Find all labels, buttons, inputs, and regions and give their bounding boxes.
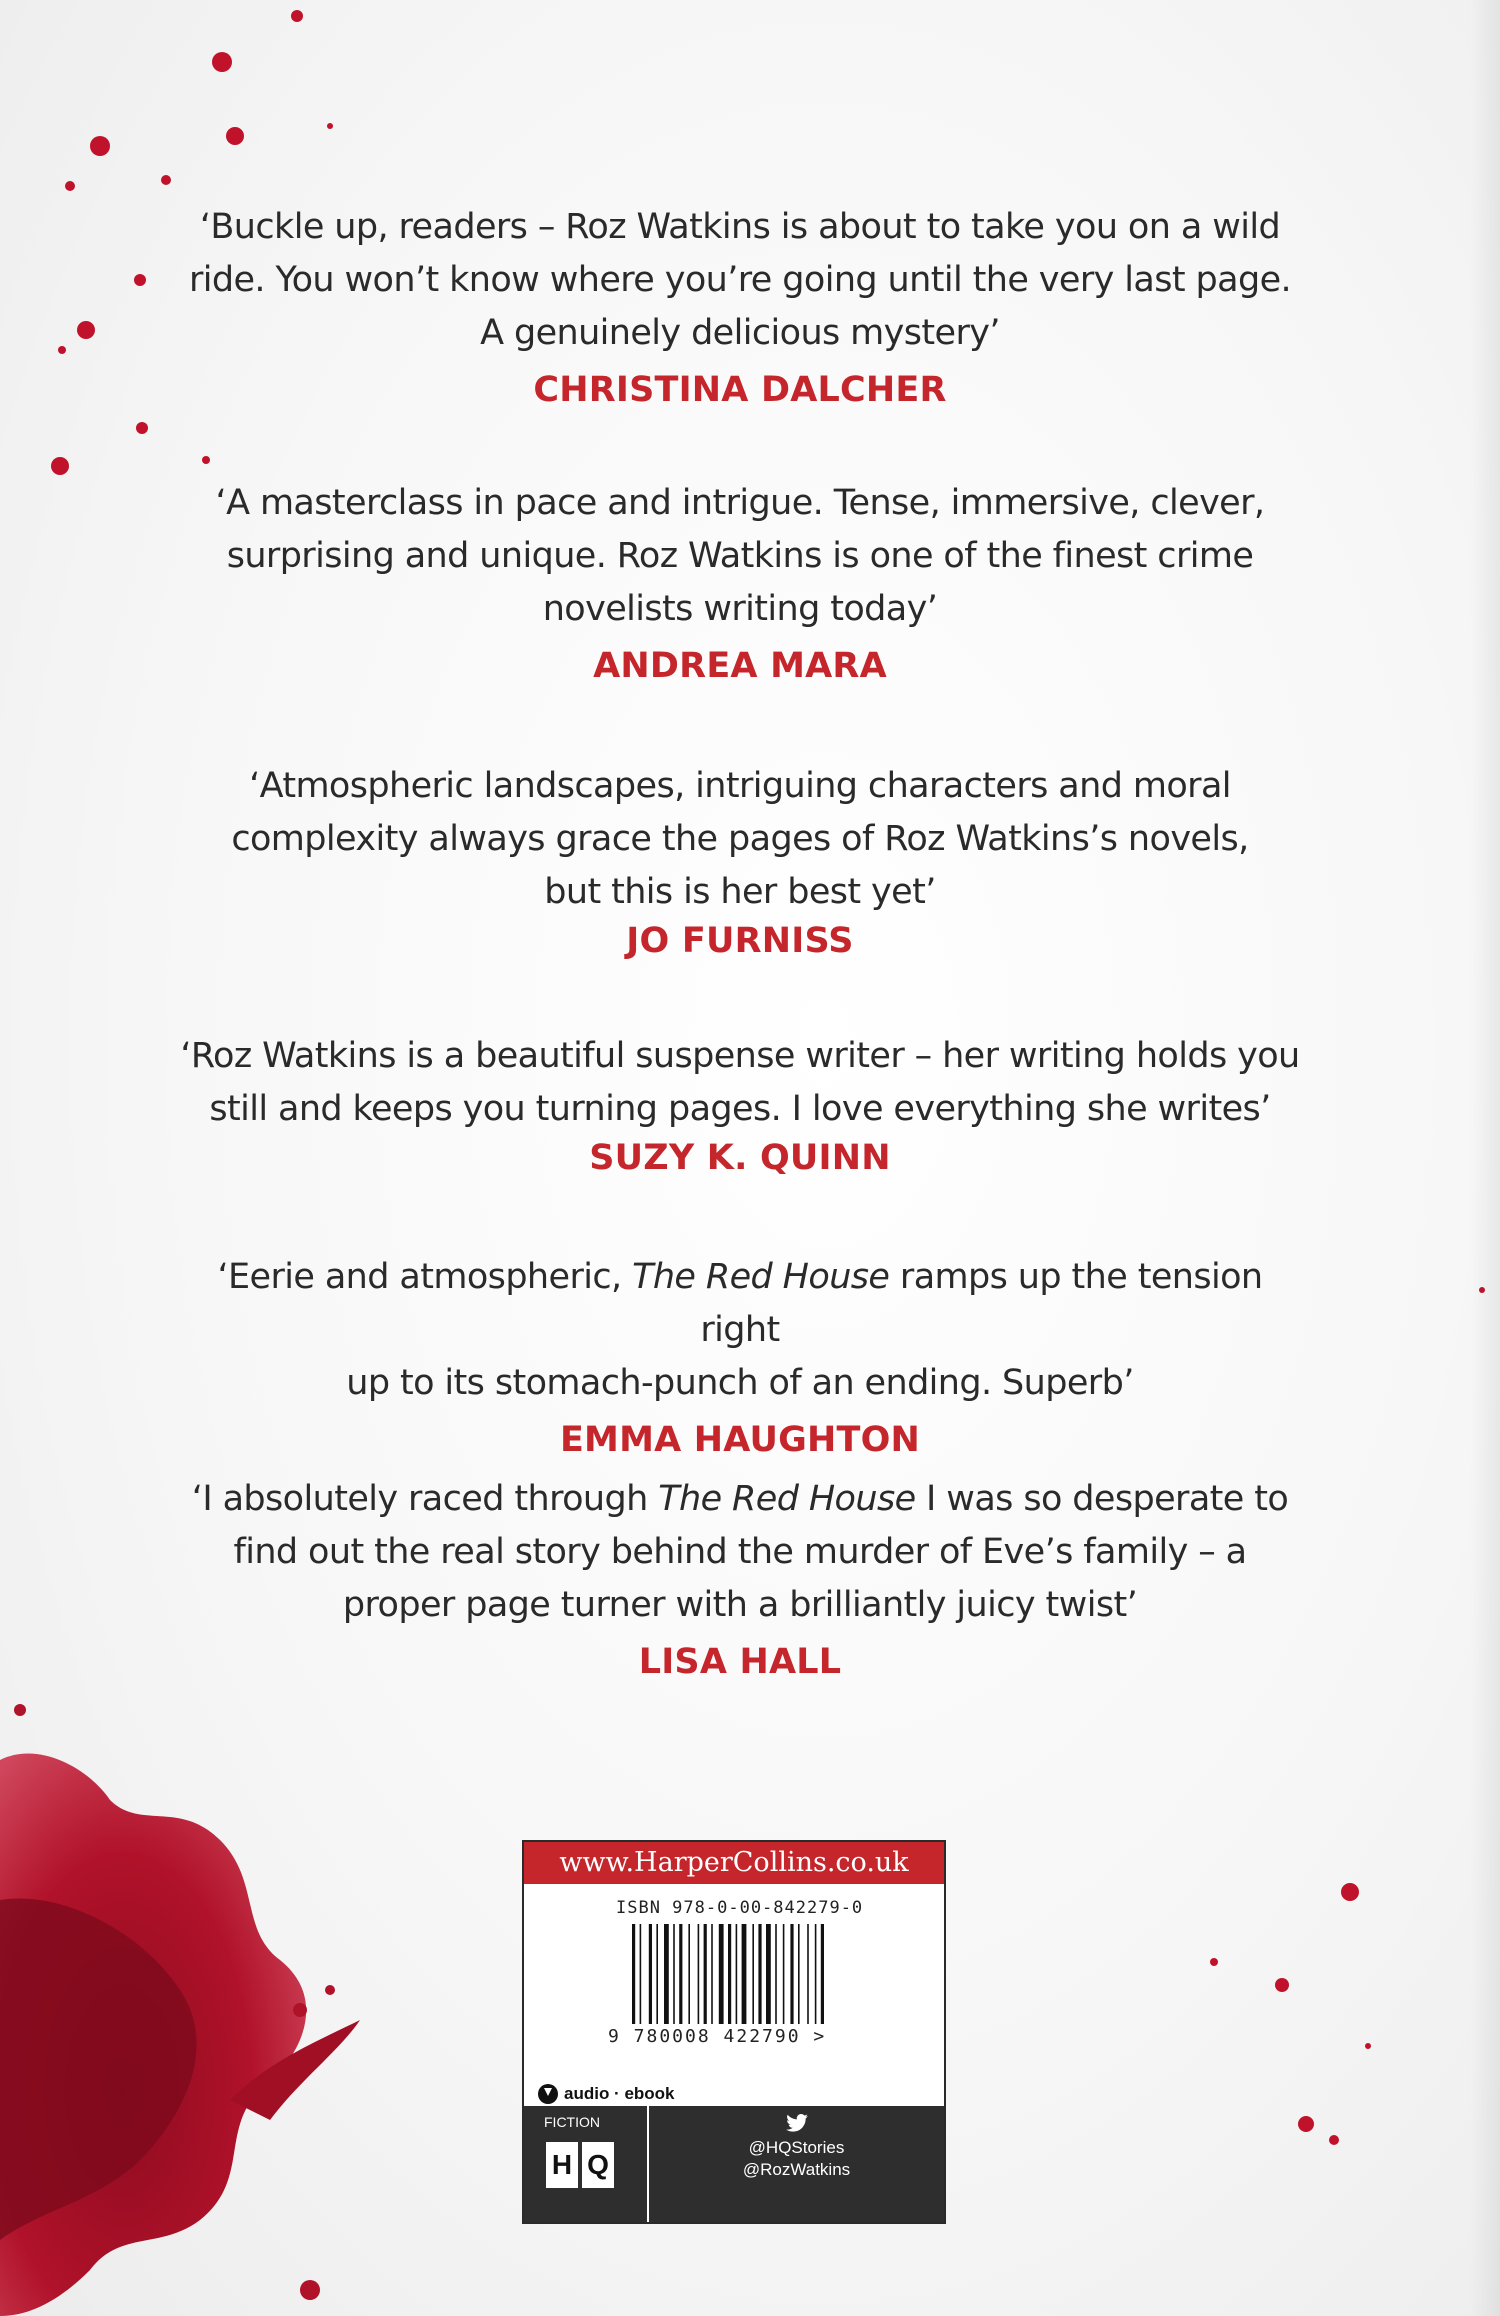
- barcode-bar: [711, 1924, 713, 2024]
- blurb-andrea-mara: [180, 477, 1300, 686]
- twitter-bird-icon: [786, 2114, 808, 2132]
- genre-cell: [524, 2106, 649, 2222]
- barcode-bar: [688, 1924, 690, 2024]
- barcode-bar: [752, 1924, 754, 2024]
- publisher-url: www.HarperCollins.co.uk: [524, 1842, 944, 1884]
- handle-rozwatkins: @RozWatkins: [742, 2160, 851, 2179]
- barcode-bar: [783, 1924, 785, 2024]
- publisher-footer: [524, 2106, 944, 2222]
- barcode-bar: [728, 1924, 731, 2024]
- barcode-bar: [790, 1924, 793, 2024]
- blurb-quote: ‘Buckle up, readers – Roz Watkins is about to take you on a wild ride. You won’t know where you’re going until the very last page. A genuinely delicious mystery’: [188, 207, 1292, 353]
- hq-logo: [546, 2142, 614, 2188]
- barcode-panel: [522, 1840, 946, 2224]
- barcode-bar: [698, 1924, 700, 2024]
- barcode-bar: [679, 1924, 682, 2024]
- blurb-author: ANDREA MARA: [593, 646, 887, 686]
- blurb-suzy-k-quinn: [180, 1030, 1300, 1178]
- blurb-jo-furniss: [180, 760, 1300, 961]
- handle-hqstories: @HQStories: [748, 2138, 845, 2157]
- download-icon: [538, 2084, 558, 2104]
- barcode-bar: [775, 1924, 777, 2024]
- barcode-bar: [742, 1924, 747, 2024]
- blurb-quote: ‘A masterclass in pace and intrigue. Tense, immersive, clever, surprising and unique. Roz Watkins is one of the finest crime novelists writing today’: [215, 483, 1265, 629]
- barcode-bar: [736, 1924, 738, 2024]
- blurb-author: SUZY K. QUINN: [589, 1138, 891, 1178]
- hq-logo-letter-h: H: [546, 2142, 578, 2188]
- barcode-bar: [656, 1924, 658, 2024]
- barcode-bar: [704, 1924, 707, 2024]
- blurb-quote: ‘Eerie and atmospheric, The Red House ramps up the tension right up to its stomach-punch of an ending. Superb’: [217, 1257, 1263, 1403]
- blurb-quote: ‘Roz Watkins is a beautiful suspense writer – her writing holds you still and keeps you turning pages. I love everything she writes’: [180, 1036, 1300, 1129]
- barcode-bar: [758, 1924, 761, 2024]
- blurb-christina-dalcher: [180, 201, 1300, 410]
- isbn-digits: 9 780008 422790 >: [608, 2026, 827, 2047]
- genre-label: FICTION: [544, 2114, 600, 2130]
- barcode-bar: [719, 1924, 724, 2024]
- blurb-author: JO FURNISS: [626, 921, 854, 961]
- hq-logo-letter-q: Q: [582, 2142, 614, 2188]
- blurb-author: CHRISTINA DALCHER: [533, 370, 947, 410]
- spine-shadow: [1470, 0, 1500, 2316]
- barcode-bar: [649, 1924, 652, 2024]
- barcode-bar: [673, 1924, 675, 2024]
- barcode-bar: [632, 1924, 635, 2024]
- blurb-author: EMMA HAUGHTON: [559, 1420, 921, 1460]
- barcode-bar: [807, 1924, 809, 2024]
- barcode-bar: [664, 1924, 669, 2024]
- formats-label: [538, 2084, 675, 2104]
- blurb-author: LISA HALL: [638, 1642, 842, 1682]
- barcode-bar: [798, 1924, 800, 2024]
- barcode-bar: [766, 1924, 771, 2024]
- blurb-quote: ‘I absolutely raced through The Red House I was so desperate to find out the real story behind the murder of Eve’s family – a proper page turner with a brilliantly juicy twist’: [191, 1479, 1289, 1625]
- blurb-quote: ‘Atmospheric landscapes, intriguing characters and moral complexity always grace the pages of Roz Watkins’s novels, but this is her best yet’: [231, 766, 1249, 912]
- barcode-bar: [640, 1924, 642, 2024]
- barcode-bar: [815, 1924, 817, 2024]
- blurb-lisa-hall: [180, 1473, 1300, 1682]
- barcode-bar: [821, 1924, 824, 2024]
- barcode-bars: [632, 1924, 852, 2024]
- isbn-label: ISBN 978-0-00-842279-0: [616, 1898, 864, 1918]
- formats-text: audio · ebook: [564, 2084, 675, 2103]
- blurb-emma-haughton: [180, 1251, 1300, 1460]
- social-handles: [649, 2106, 944, 2222]
